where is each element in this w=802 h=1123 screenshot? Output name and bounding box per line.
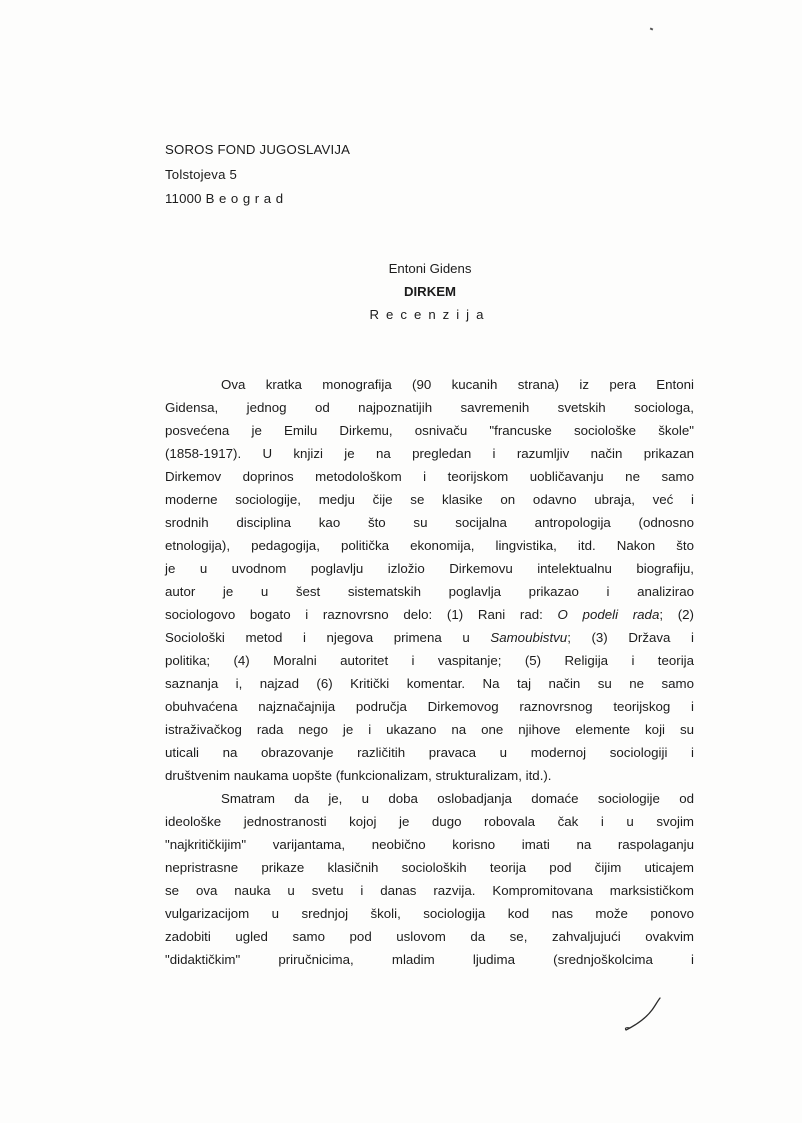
italic-book-title: Samoubistvu bbox=[490, 630, 568, 645]
text-line: je u uvodnom poglavlju izložio Dirkemovu intelektualnu biografiju, bbox=[165, 561, 694, 576]
text-line: politika; (4) Moralni autoritet i vaspitanje; (5) Religija i teorija bbox=[165, 653, 694, 668]
recipient-city: Beograd bbox=[205, 191, 288, 206]
text-line: autor je u šest sistematskih poglavlja prikazao i analizirao bbox=[165, 584, 694, 599]
book-title: DIRKEM bbox=[403, 284, 457, 299]
recipient-street: Tolstojeva 5 bbox=[165, 166, 238, 182]
recipient-city-line bbox=[165, 187, 350, 212]
text-line: se ova nauka u svetu i danas razvija. Kompromitovana marksističkom bbox=[165, 883, 694, 898]
text-line: vulgarizacijom u srednjoj školi, sociologija kod nas može ponovo bbox=[165, 906, 694, 921]
text-line bbox=[165, 603, 694, 626]
pen-stroke-mark bbox=[616, 992, 666, 1037]
review-body bbox=[165, 373, 694, 971]
text-line: Gidensa, jednog od najpoznatijih savremenih svetskih sociologa, bbox=[165, 400, 694, 415]
text-line: uticali na obrazovanje različitih pravaca u modernoj sociologiji i bbox=[165, 745, 694, 760]
text-line: etnologija), pedagogija, politička ekonomija, lingvistika, itd. Nakon što bbox=[165, 538, 694, 553]
text-line: Smatram da je, u doba oslobadjanja domaće sociologije od bbox=[221, 791, 694, 806]
text-segment: sociologovo bogato i raznovrsno delo: (1) Rani rad: bbox=[165, 607, 543, 622]
book-author: Entoni Gidens bbox=[388, 261, 472, 276]
text-line: ideološke jednostranosti kojoj je dugo robovala čak i u svojim bbox=[165, 814, 694, 829]
text-line: moderne sociologije, medju čije se klasike on odavno ubraja, već i bbox=[165, 492, 694, 507]
italic-book-title: O podeli rada bbox=[557, 607, 660, 622]
text-line: Dirkemov doprinos metodološkom i teorijskom uobličavanju ne samo bbox=[165, 469, 694, 484]
text-line: nepristrasne prikaze klasičnih socioloških teorija pod čijim uticajem bbox=[165, 860, 694, 875]
text-line: Ova kratka monografija (90 kucanih strana) iz pera Entoni bbox=[221, 377, 694, 392]
text-line: posvećena je Emilu Dirkemu, osnivaču "francuske sociološke škole" bbox=[165, 423, 694, 438]
review-heading bbox=[0, 257, 802, 326]
text-line: (1858-1917). U knjizi je na pregledan i razumljiv način prikazan bbox=[165, 446, 694, 461]
text-line: srodnih disciplina kao što su socijalna antropologija (odnosno bbox=[165, 515, 694, 530]
text-line: "najkritičkijim" varijantama, neobično korisno imati na raspolaganju bbox=[165, 837, 694, 852]
text-line: istraživačkog rada nego je i ukazano na one njihove elemente koji su bbox=[165, 722, 694, 737]
text-line: obuhvaćena najznačajnija područja Dirkemovog raznovrsnog teorijskog i bbox=[165, 699, 694, 714]
text-line: saznanja i, najzad (6) Kritički komentar. Na taj način su ne samo bbox=[165, 676, 694, 691]
text-segment: ; (3) Država i bbox=[567, 630, 694, 645]
review-subtitle: Recenzija bbox=[369, 307, 491, 322]
recipient-zip: 11000 bbox=[165, 191, 202, 206]
speck-mark bbox=[650, 27, 654, 30]
text-line: "didaktičkim" priručnicima, mladim ljudima (srednjoškolcima i bbox=[165, 952, 694, 967]
text-line: zadobiti ugled samo pod uslovom da se, zahvaljujući ovakvim bbox=[165, 929, 694, 944]
recipient-address bbox=[165, 138, 350, 212]
text-segment: ; (2) bbox=[659, 607, 694, 622]
text-line bbox=[165, 626, 694, 649]
text-line: društvenim naukama uopšte (funkcionalizam, strukturalizam, itd.). bbox=[165, 768, 552, 783]
recipient-name: SOROS FOND JUGOSLAVIJA bbox=[165, 142, 351, 157]
text-segment: Sociološki metod i njegova primena u bbox=[165, 630, 470, 645]
